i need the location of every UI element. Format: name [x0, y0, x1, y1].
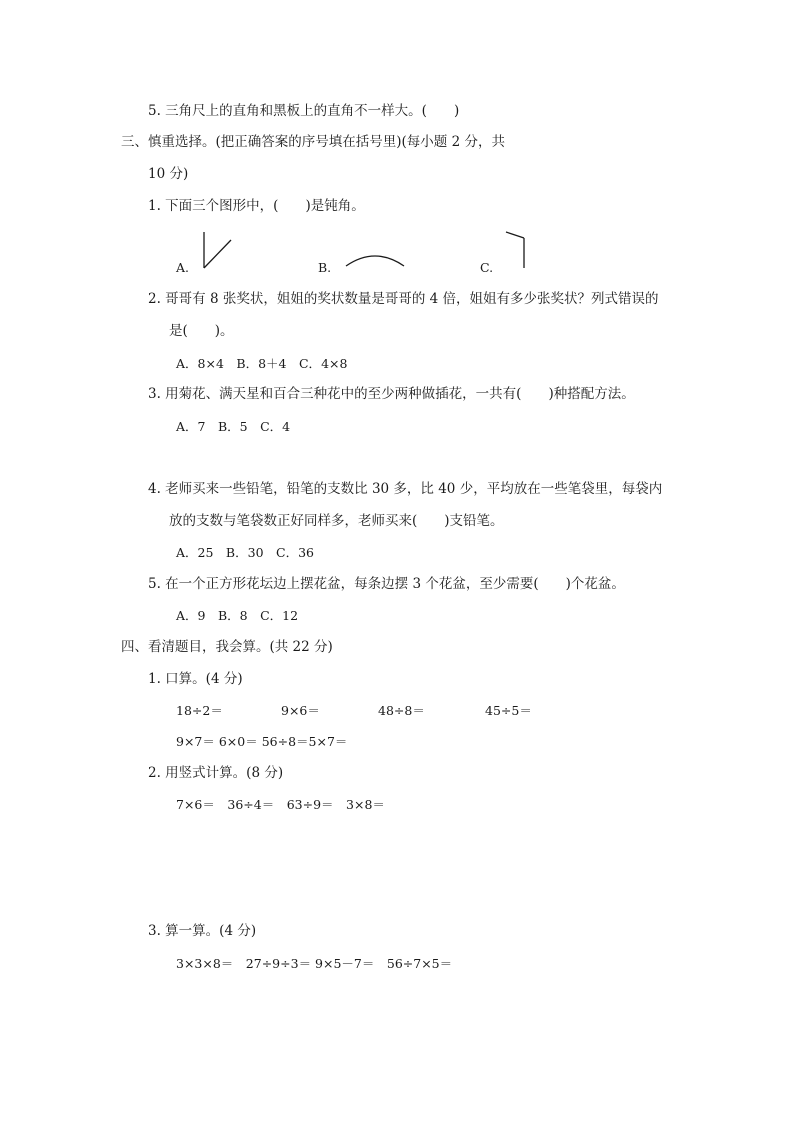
option-b-label: B.: [318, 260, 332, 275]
question-4-cont: 放的支数与笔袋数正好同样多，老师买来( )支铅笔。: [169, 513, 504, 529]
part-1-title: 1. 口算。(4 分): [148, 671, 243, 687]
mental-math-row-2: 9×7＝ 6×0＝ 56÷8＝5×7＝: [176, 734, 348, 749]
question-3: 3. 用菊花、满天星和百合三种花中的至少两种做插花，一共有( )种搭配方法。: [148, 386, 635, 402]
mental-math-4: 45÷5＝: [485, 703, 532, 718]
section-3-header-cont: 10 分): [148, 166, 189, 182]
option-c-label: C.: [480, 260, 494, 275]
question-2: 2. 哥哥有 8 张奖状，姐姐的奖状数量是哥哥的 4 倍，姐姐有多少张奖状？列式错误的: [148, 291, 659, 307]
angle-figure-c: [504, 230, 530, 270]
question-4-options: A．25 B．30 C．36: [176, 545, 314, 560]
judge-item-5: 5. 三角尺上的直角和黑板上的直角不一样大。( ): [148, 103, 460, 119]
vertical-calc-row: 7×6＝ 36÷4＝ 63÷9＝ 3×8＝: [176, 797, 385, 812]
mental-math-2: 9×6＝: [281, 703, 320, 718]
question-3-options: A．7 B．5 C．4: [176, 419, 291, 434]
question-2-cont: 是( )。: [169, 323, 234, 339]
section-3-header: 三、慎重选择。(把正确答案的序号填在括号里)(每小题 2 分，共: [121, 134, 505, 150]
question-1: 1. 下面三个图形中，( )是钝角。: [148, 198, 365, 214]
question-4: 4. 老师买来一些铅笔，铅笔的支数比 30 多，比 40 少，平均放在一些笔袋里，每袋内: [148, 481, 663, 497]
part-3-title: 3. 算一算。(4 分): [148, 923, 257, 939]
angle-figure-a: [200, 230, 234, 270]
question-5: 5. 在一个正方形花坛边上摆花盆，每条边摆 3 个花盆，至少需要( )个花盆。: [148, 576, 625, 592]
mixed-calc-row: 3×3×8＝ 27÷9÷3＝ 9×5－7＝ 56÷7×5＝: [176, 956, 453, 971]
question-2-options: A．8×4 B．8＋4 C．4×8: [176, 356, 348, 371]
arc-figure-b: [344, 252, 406, 270]
mental-math-1: 18÷2＝: [176, 703, 223, 718]
section-4-header: 四、看清题目，我会算。(共 22 分): [121, 639, 333, 655]
part-2-title: 2. 用竖式计算。(8 分): [148, 765, 284, 781]
mental-math-3: 48÷8＝: [378, 703, 425, 718]
question-5-options: A．9 B．8 C．12: [176, 608, 299, 623]
option-a-label: A.: [176, 260, 190, 275]
